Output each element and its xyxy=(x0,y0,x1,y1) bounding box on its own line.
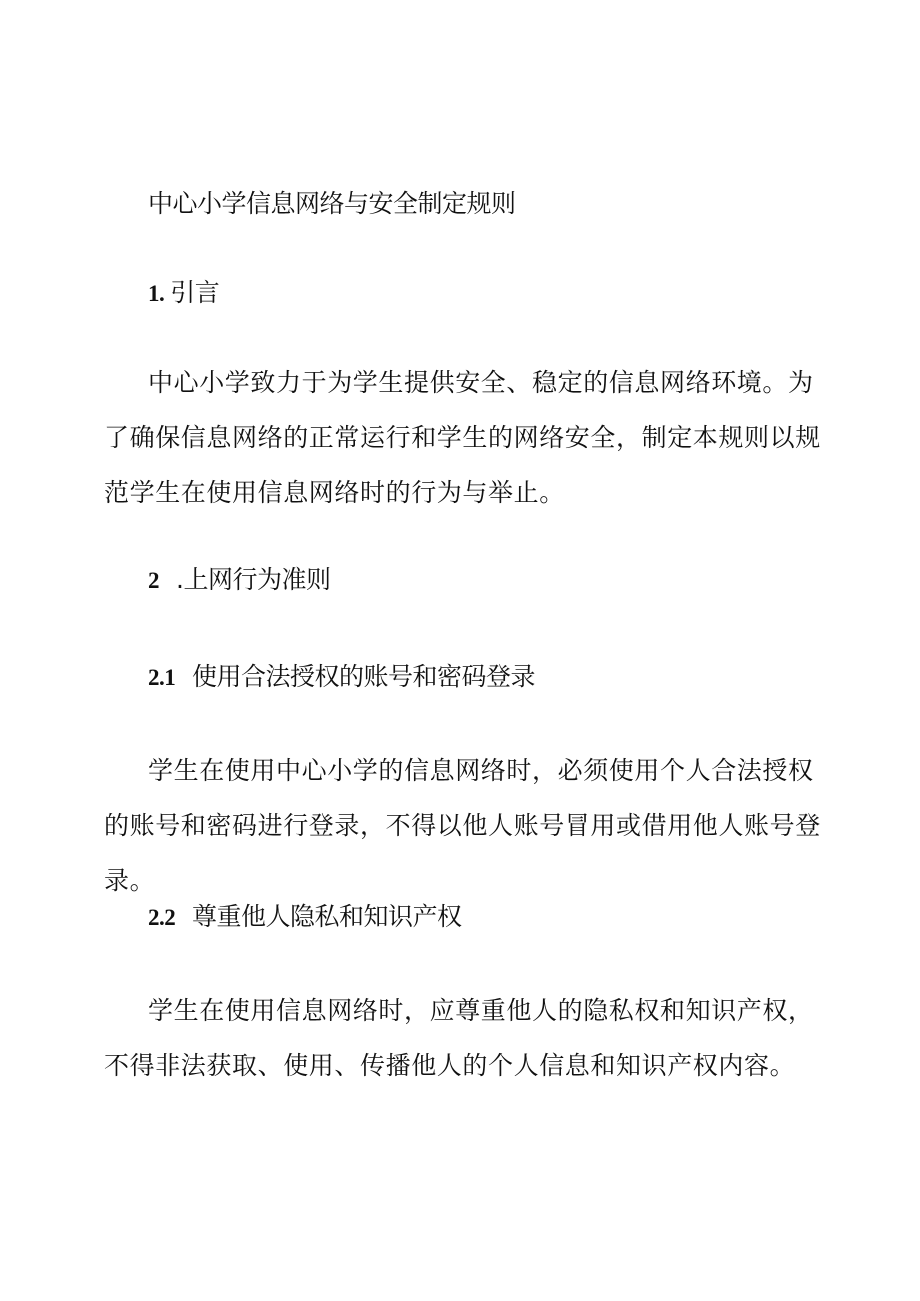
section-2-2-paragraph: 学生在使用信息网络时，应尊重他人的隐私权和知识产权，不得非法获取、使用、传播他人的个人信息和知识产权内容。 xyxy=(104,996,814,1080)
section-1-title: 引言 xyxy=(170,278,220,307)
section-1-number: 1. xyxy=(148,281,165,306)
section-2-title: .上网行为准则 xyxy=(176,565,331,594)
section-2-1-heading xyxy=(148,662,535,693)
section-2-2-heading xyxy=(148,902,462,933)
section-2-heading xyxy=(148,565,330,596)
section-1-paragraph: 中心小学致力于为学生提供安全、稳定的信息网络环境。为了确保信息网络的正常运行和学生的网络安全，制定本规则以规范学生在使用信息网络时的行为与举止。 xyxy=(104,368,821,507)
section-2-1-paragraph: 学生在使用中心小学的信息网络时，必须使用个人合法授权的账号和密码进行登录，不得以他人账号冒用或借用他人账号登录。 xyxy=(104,756,821,895)
document-title-text: 中心小学信息网络与安全制定规则 xyxy=(148,189,516,218)
section-1-heading xyxy=(148,278,219,309)
section-2-2-title: 尊重他人隐私和知识产权 xyxy=(192,902,462,931)
section-2-number: 2 xyxy=(148,568,159,593)
section-2-1-title: 使用合法授权的账号和密码登录 xyxy=(192,662,536,691)
section-2-1-number: 2.1 xyxy=(148,665,176,690)
section-2-2-number: 2.2 xyxy=(148,905,176,930)
document-title xyxy=(148,189,516,219)
